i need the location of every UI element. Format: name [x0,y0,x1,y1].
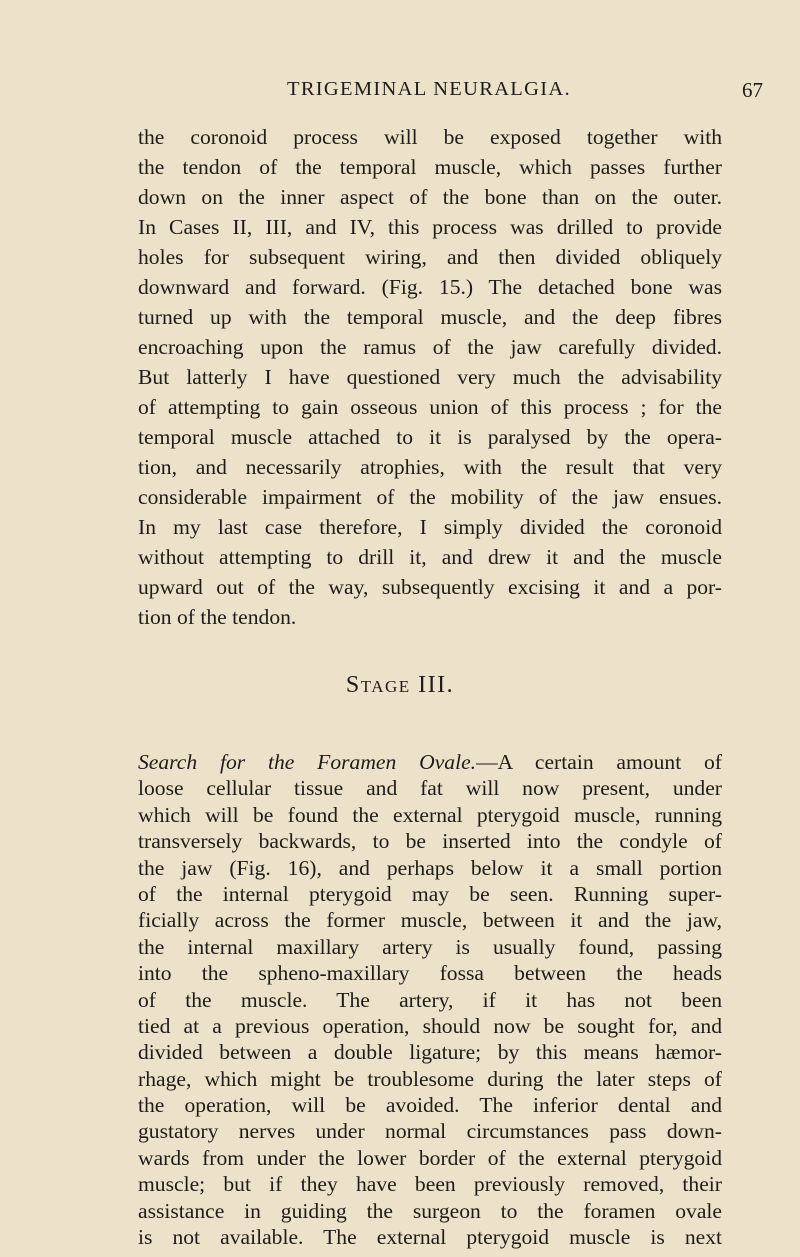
section-heading: Stage III. [345,672,455,698]
text-line: of the muscle. The artery, if it has not been [138,988,722,1012]
text-line: loose cellular tissue and fat will now present, under [138,776,722,800]
text-line: temporal muscle attached to it is paralysed by the opera- [138,425,722,449]
text-line: tied at a previous operation, should now be sought for, and [138,1014,722,1038]
text-line: divided between a double ligature; by this means hæmor- [138,1040,722,1064]
text-line: In my last case therefore, I simply divided the coronoid [138,515,722,539]
text-line: assistance in guiding the surgeon to the foramen ovale [138,1199,722,1223]
text-line: downward and forward. (Fig. 15.) The detached bone was [138,275,722,299]
text-line: of the internal pterygoid may be seen. Running super- [138,882,722,906]
text-line: the jaw (Fig. 16), and perhaps below it a small portion [138,856,722,880]
text-line: without attempting to drill it, and drew it and the muscle [138,545,722,569]
text-line: holes for subsequent wiring, and then divided obliquely [138,245,722,269]
text-line: upward out of the way, subsequently excising it and a por- [138,575,722,599]
text-line: tion, and necessarily atrophies, with the result that very [138,455,722,479]
text-line: turned up with the temporal muscle, and the deep fibres [138,305,722,329]
text-line: tion of the tendon. [138,605,297,629]
text-line: which will be found the external pterygoid muscle, running [138,803,722,827]
italic-run-in-heading: Search for the Foramen Ovale. [138,750,477,774]
text-line: down on the inner aspect of the bone than on the outer. [138,185,722,209]
text-line: into the spheno-maxillary fossa between the heads [138,961,722,985]
page-number: 67 [742,78,763,102]
text-line: encroaching upon the ramus of the jaw carefully divided. [138,335,722,359]
lead-text: —A certain amount of [476,750,722,774]
text-line: ficially across the former muscle, between it and the jaw, [138,908,722,932]
text-line: muscle; but if they have been previously removed, their [138,1172,722,1196]
text-line: But latterly I have questioned very much the advisability [138,365,722,389]
text-line: of attempting to gain osseous union of this process ; for the [138,395,722,419]
text-line: gustatory nerves under normal circumstances pass down- [138,1119,722,1143]
text-line: the tendon of the temporal muscle, which passes further [138,155,722,179]
text-line: the coronoid process will be exposed together with [138,125,722,149]
text-line: rhage, which might be troublesome during the later steps of [138,1067,722,1091]
text-line: is not available. The external pterygoid muscle is next [138,1225,722,1249]
running-title: TRIGEMINAL NEURALGIA. [287,78,571,100]
text-line: the internal maxillary artery is usually found, passing [138,935,722,959]
text-line: considerable impairment of the mobility of the jaw ensues. [138,485,722,509]
text-line: wards from under the lower border of the external pterygoid [138,1146,722,1170]
text-line: transversely backwards, to be inserted into the condyle of [138,829,722,853]
text-line: the operation, will be avoided. The inferior dental and [138,1093,722,1117]
text-line: In Cases II, III, and IV, this process was drilled to provide [138,215,722,239]
